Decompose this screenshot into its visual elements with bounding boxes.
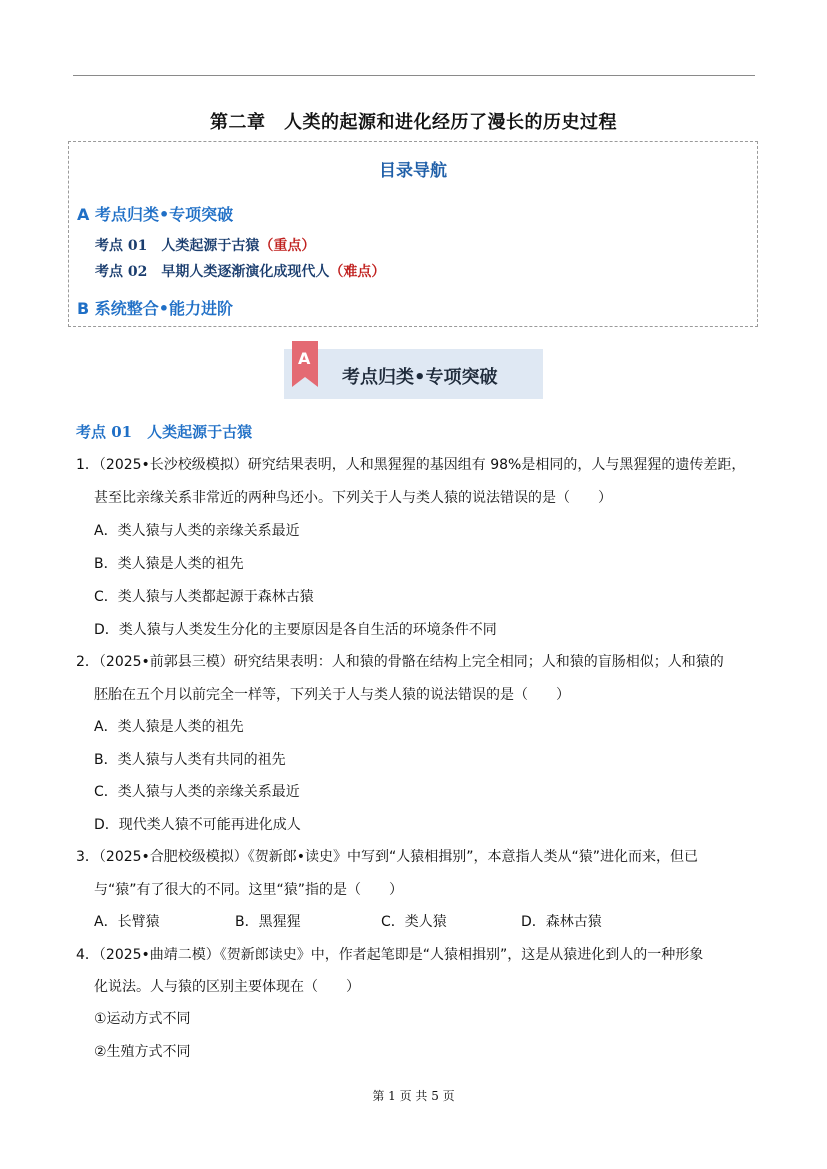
- toc-item-tag: （难点）: [329, 264, 386, 280]
- page-footer: 第 1 页 共 5 页: [372, 1089, 455, 1103]
- question-1-option-b: B．类人猿是人类的祖先: [94, 556, 244, 572]
- question-2-option-b: B．类人猿与人类有共同的祖先: [94, 752, 286, 768]
- question-4-option-1: ①运动方式不同: [94, 1011, 191, 1027]
- question-4-line-1: 4．（2025•曲靖二模）《贺新郎读史》中，作者起笔即是“人猿相揖别”，这是从猿进化到人的一种形象: [76, 947, 704, 963]
- banner-letter: A: [298, 349, 311, 368]
- question-1-option-c: C．类人猿与人类都起源于森林古猿: [94, 589, 314, 605]
- question-2-line-1: 2．（2025•前郭县三模）研究结果表明：人和猿的骨骼在结构上完全相同；人和猿的盲肠相似；人和猿的: [76, 654, 724, 670]
- header-rule: [73, 75, 755, 76]
- toc-item-tag: （重点）: [259, 238, 316, 254]
- question-1-line-2: 甚至比亲缘关系非常近的两种鸟还小。下列关于人与类人猿的说法错误的是（ ）: [94, 490, 612, 506]
- toc-item-label: 考点 02 早期人类逐渐演化成现代人: [95, 264, 330, 280]
- chapter-title: 第二章 人类的起源和进化经历了漫长的历史过程: [210, 112, 617, 133]
- question-1-line-1: 1．（2025•长沙校级模拟）研究结果表明，人和黑猩猩的基因组有 98%是相同的，人与黑猩猩的遗传差距，: [76, 457, 746, 473]
- question-1-option-a: A．类人猿与人类的亲缘关系最近: [94, 523, 300, 539]
- question-2-option-d: D．现代类人猿不可能再进化成人: [94, 817, 301, 833]
- question-3-line-2: 与“猿”有了很大的不同。这里“猿”指的是（ ）: [94, 882, 404, 898]
- banner-title: 考点归类•专项突破: [342, 367, 498, 388]
- question-3-option-b: B．黑猩猩: [235, 914, 301, 930]
- toc-item-kp01[interactable]: [95, 235, 315, 255]
- toc-section-a[interactable]: A 考点归类•专项突破: [77, 205, 234, 224]
- question-3-line-1: 3．（2025•合肥校级模拟）《贺新郎•读史》中写到“人猿相揖别”，本意指人类从“猿”进化而来，但已: [76, 849, 699, 865]
- question-3-option-a: A．长臂猿: [94, 914, 160, 930]
- question-3-option-d: D．森林古猿: [521, 914, 602, 930]
- toc-heading: 目录导航: [379, 161, 447, 181]
- toc-box: [68, 141, 758, 327]
- question-2-option-a: A．类人猿是人类的祖先: [94, 719, 244, 735]
- question-2-line-2: 胚胎在五个月以前完全一样等，下列关于人与类人猿的说法错误的是（ ）: [94, 687, 570, 703]
- question-1-option-d: D．类人猿与人类发生分化的主要原因是各自生活的环境条件不同: [94, 622, 497, 638]
- question-4-option-2: ②生殖方式不同: [94, 1044, 191, 1060]
- kp01-heading: 考点 01 人类起源于古猿: [76, 423, 253, 441]
- section-banner: [284, 349, 543, 399]
- toc-item-label: 考点 01 人类起源于古猿: [95, 238, 260, 254]
- question-3-option-c: C．类人猿: [381, 914, 447, 930]
- toc-item-kp02[interactable]: [95, 261, 385, 281]
- question-2-option-c: C．类人猿与人类的亲缘关系最近: [94, 784, 300, 800]
- toc-section-b[interactable]: B 系统整合•能力进阶: [77, 299, 233, 318]
- question-4-line-2: 化说法。人与猿的区别主要体现在（ ）: [94, 979, 360, 995]
